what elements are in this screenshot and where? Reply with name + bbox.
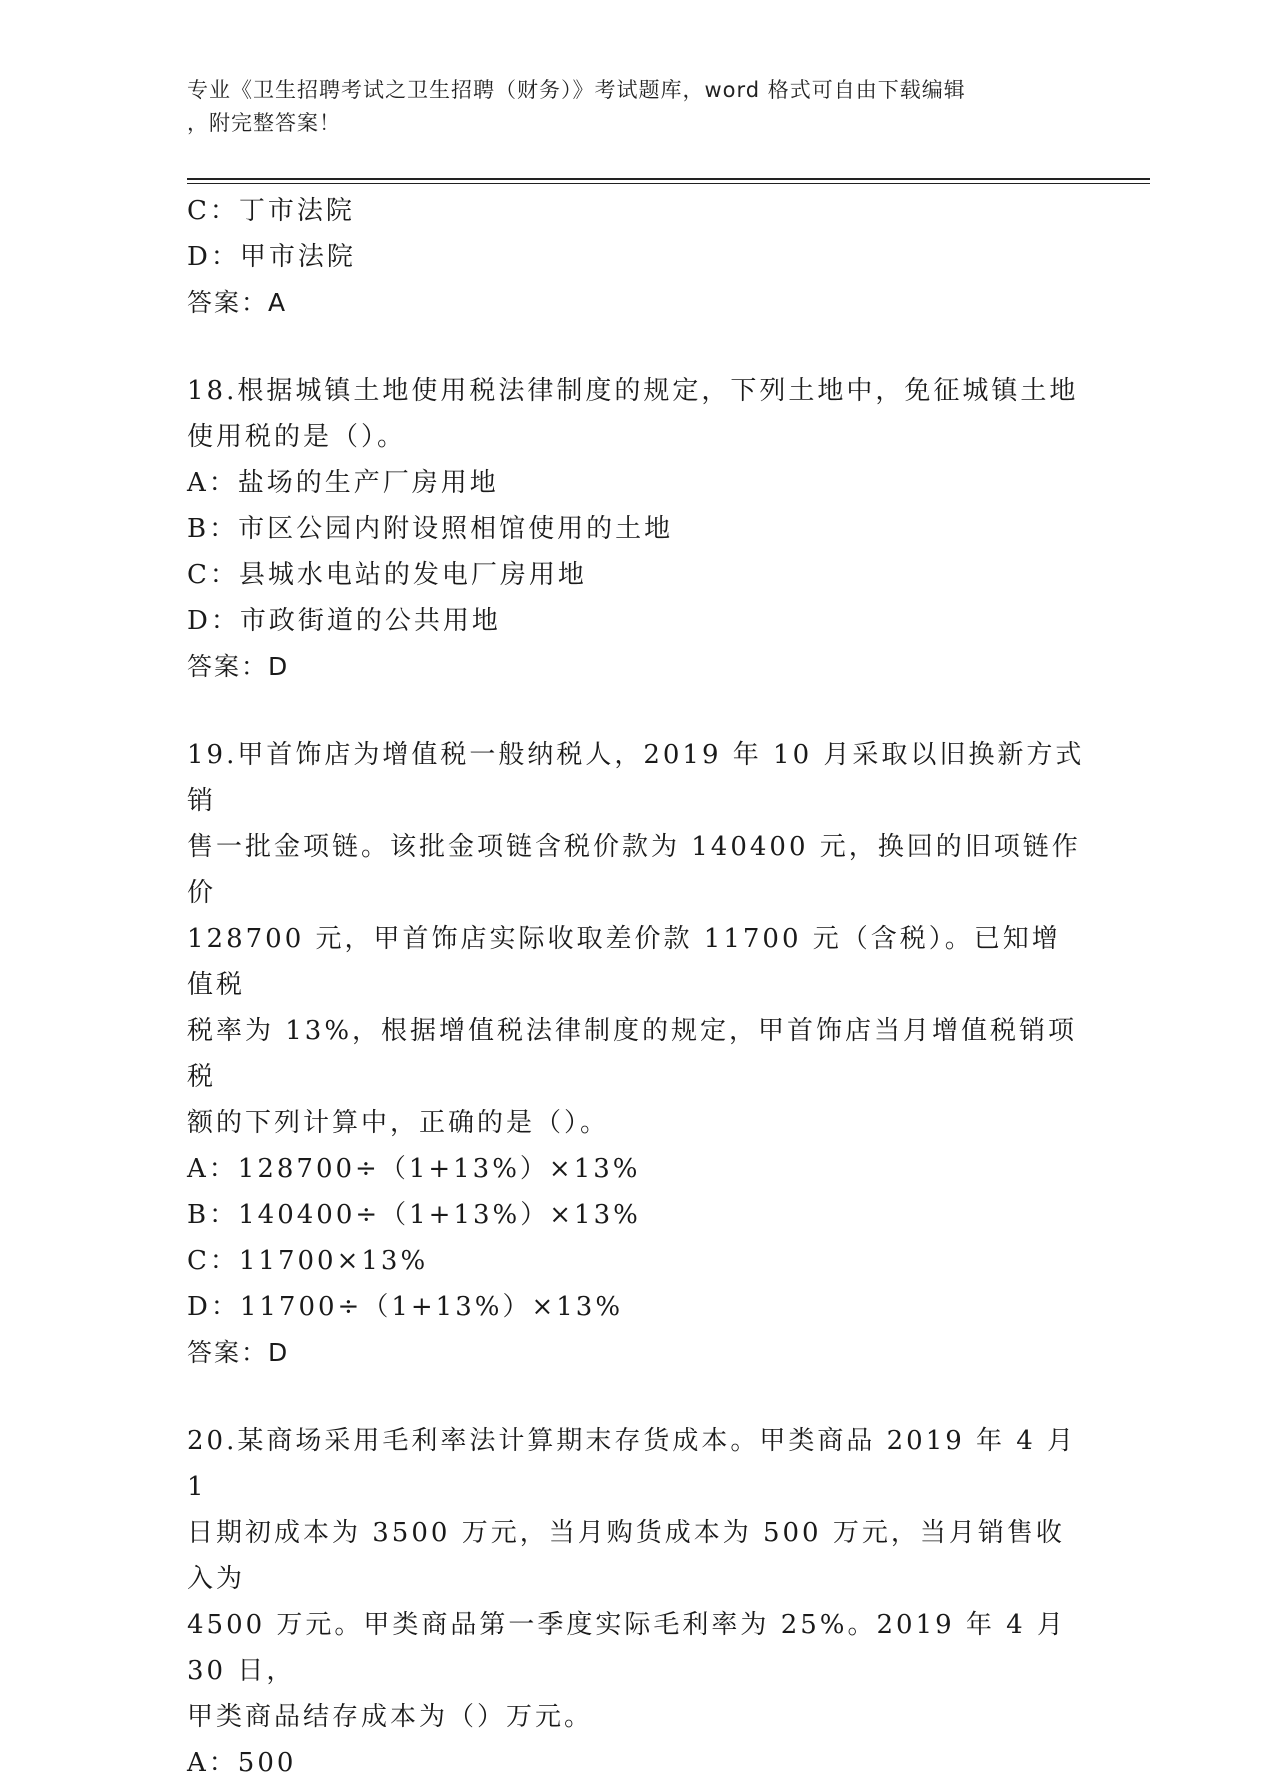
spacer	[187, 326, 1087, 368]
question-stem-line: 额的下列计算中，正确的是（）。	[187, 1108, 610, 1138]
question-stem-line: 税率为 13%，根据增值税法律制度的规定，甲首饰店当月增值税销项税	[187, 1016, 1078, 1092]
option-c: C：丁市法院	[187, 196, 355, 226]
question-stem-line: 日期初成本为 3500 万元，当月购货成本为 500 万元，当月销售收入为	[187, 1518, 1065, 1594]
answer-line: 答案：D	[187, 1338, 290, 1367]
question-stem-line: 4500 万元。甲类商品第一季度实际毛利率为 25%。2019 年 4 月 30 日，	[187, 1610, 1066, 1686]
question-stem-line: 20.某商场采用毛利率法计算期末存货成本。甲类商品 2019 年 4 月 1	[187, 1426, 1077, 1502]
spacer	[187, 1376, 1087, 1418]
question-stem-line: 18.根据城镇土地使用税法律制度的规定，下列土地中，免征城镇土地	[187, 376, 1079, 406]
header-divider-thin	[187, 183, 1150, 184]
question-stem-line: 使用税的是（）。	[187, 422, 407, 452]
option-b: B：市区公园内附设照相馆使用的土地	[187, 514, 674, 544]
header-line-2: ，附完整答案！	[187, 111, 341, 135]
header-line-1: 专业《卫生招聘考试之卫生招聘（财务）》考试题库，word 格式可自由下载编辑	[187, 78, 966, 102]
answer-line: 答案：A	[187, 288, 288, 317]
question-stem-line: 128700 元，甲首饰店实际收取差价款 11700 元（含税）。已知增值税	[187, 924, 1061, 1000]
option-b: B：140400÷（1+13%）×13%	[187, 1200, 641, 1230]
option-c: C：县城水电站的发电厂房用地	[187, 560, 587, 590]
option-a: A：500	[187, 1748, 297, 1778]
page-header	[187, 74, 1067, 140]
answer-line: 答案：D	[187, 652, 290, 681]
question-19	[187, 732, 1087, 1376]
option-c: C：11700×13%	[187, 1246, 429, 1276]
question-18	[187, 368, 1087, 690]
question-17-tail	[187, 188, 1087, 326]
question-stem-line: 19.甲首饰店为增值税一般纳税人，2019 年 10 月采取以旧换新方式销	[187, 740, 1085, 816]
option-d: D：甲市法院	[187, 242, 356, 272]
option-a: A：盐场的生产厂房用地	[187, 468, 499, 498]
header-divider-thick	[187, 178, 1150, 180]
spacer	[187, 690, 1087, 732]
question-stem-line: 售一批金项链。该批金项链含税价款为 140400 元，换回的旧项链作价	[187, 832, 1081, 908]
option-a: A：128700÷（1+13%）×13%	[187, 1154, 641, 1184]
option-d: D：市政街道的公共用地	[187, 606, 501, 636]
option-d: D：11700÷（1+13%）×13%	[187, 1292, 624, 1322]
question-content	[187, 188, 1087, 1786]
question-20	[187, 1418, 1087, 1786]
question-stem-line: 甲类商品结存成本为（）万元。	[187, 1702, 594, 1732]
